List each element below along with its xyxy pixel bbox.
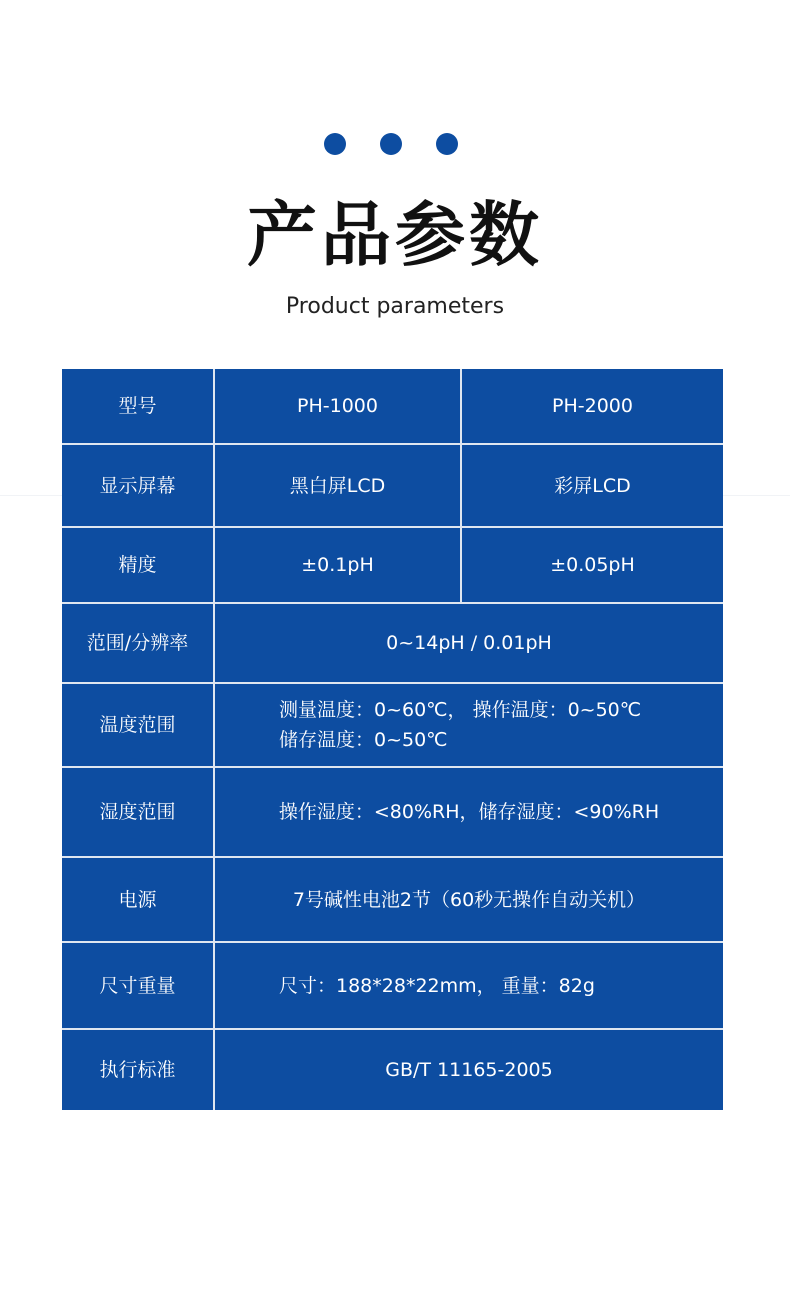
- table-cell: 7号碱性电池2节（60秒无操作自动关机）: [292, 888, 646, 911]
- table-cell: 尺寸：188*28*22mm， 重量：82g: [279, 974, 595, 997]
- table-cell: ±0.1pH: [301, 554, 374, 576]
- table-cell: PH-1000: [297, 395, 378, 417]
- parameters-table: [62, 369, 723, 1110]
- dot-icon: [436, 133, 458, 155]
- table-row-label: 温度范围: [99, 714, 176, 736]
- table-row-label: 型号: [118, 395, 157, 417]
- table-row-label: 范围/分辨率: [86, 632, 189, 654]
- table-row-label: 电源: [118, 888, 157, 911]
- table-cell: 黑白屏LCD: [289, 474, 386, 497]
- table-row-label: 显示屏幕: [99, 474, 176, 497]
- page-title: 产品参数: [247, 194, 543, 276]
- table-cell: 彩屏LCD: [554, 474, 631, 497]
- table-cell: [215, 684, 723, 766]
- table-cell-line: 储存温度：0~50℃: [279, 729, 448, 751]
- table-cell: PH-2000: [552, 395, 633, 417]
- table-cell: GB/T 11165-2005: [385, 1059, 553, 1081]
- dot-icon: [324, 133, 346, 155]
- dot-icon: [380, 133, 402, 155]
- table-cell: ±0.05pH: [550, 554, 635, 576]
- table-cell-line: 测量温度：0~60℃， 操作温度：0~50℃: [279, 699, 642, 721]
- table-row-label: 精度: [118, 554, 157, 576]
- table-cell: 0~14pH / 0.01pH: [386, 632, 552, 654]
- table-row-label: 湿度范围: [99, 801, 176, 823]
- decorative-dots: [0, 133, 790, 155]
- table-row-label: 尺寸重量: [99, 974, 176, 997]
- table-cell: 操作湿度：<80%RH，储存湿度：<90%RH: [278, 801, 660, 823]
- page-subtitle: Product parameters: [285, 294, 505, 319]
- table-row-label: 执行标准: [99, 1059, 176, 1081]
